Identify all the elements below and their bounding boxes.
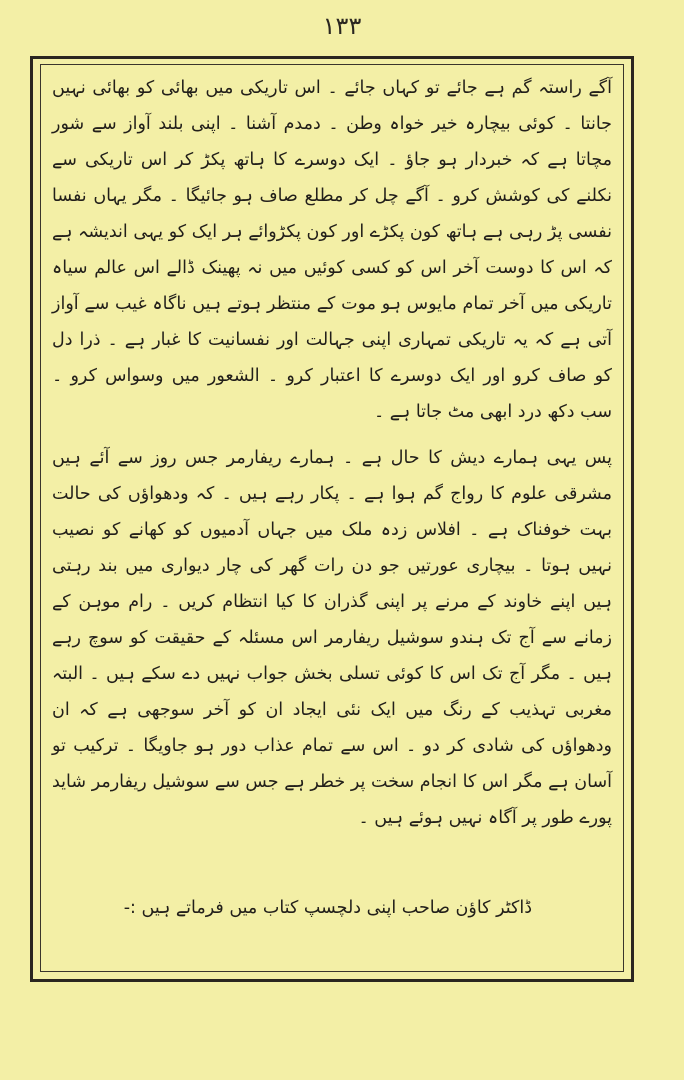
paragraph-1: آگے راستہ گم ہے جائے تو کہاں جائے ۔ اس تاریکی میں بھائی کو بھائی نہیں جانتا ۔ کوئی بیچارہ خیر خواہ وطن ۔ دمدم آشنا ۔ اپنی بلند آواز سے شور مچاتا ہے کہ خبردار ہو جاؤ ۔ ایک دوسرے کا ہاتھ پکڑ کر اس تاریکی سے نکلنے کی کوشش کرو ۔ آگے چل کر مطلع صاف ہو جائیگا ۔ مگر یہاں نفسا نفسی پڑ رہی ہے ہاتھ کون پکڑے اور کون پکڑوائے ہر ایک کو یہی اندیشہ ہے کہ اس کا دوست آخر اس کو کسی کوئیں میں نہ پھینک ڈالے اس عالم سیاہ تاریکی میں آخر تمام مایوس ہو موت کے منتظر ہوتے ہیں ناگاہ غیب سے آواز آتی ہے کہ یہ تاریکی تمہاری اپنی جہالت اور نفسانیت کا غبار ہے ۔ ذرا دل کو صاف کرو اور ایک دوسرے کا اعتبار کرو ۔ الشعور میں وسواس کرو ۔ سب دکھ درد ابھی مٹ جاتا ہے ۔ <box>52 78 612 422</box>
page-number: ۱۳۳ <box>322 12 362 40</box>
body-text <box>52 70 612 836</box>
paragraph-2: پس یہی ہمارے دیش کا حال ہے ۔ ہمارے ریفارمر جس روز سے آئے ہیں مشرقی علوم کا رواج گم ہوا ہے ۔ پکار رہے ہیں ۔ کہ ودھواؤں کی حالت بہت خوفناک ہے ۔ افلاس زدہ ملک میں جہاں آدمیوں کو کھانے کو نصیب نہیں ہوتا ۔ بیچاری عورتیں جو دن رات گھر کی چار دیواری میں بند رہتی ہیں اپنے خاوند کے مرنے پر اپنی گذران کا کیا انتظام کریں ۔ رام موہن کے زمانے سے آج تک ہندو سوشیل ریفارمر اس مسئلہ کے حقیقت کو سوچ رہے ہیں ۔ مگر آج تک اس کا کوئی تسلی بخش جواب نہیں دے سکے ہیں ۔ البتہ مغربی تہذیب کے رنگ میں ایک نئی ایجاد ان کو آخر سوجھی ہے کہ ان ودھواؤں کی شادی کر دو ۔ اس سے تمام عذاب دور ہو جاویگا ۔ ترکیب تو آسان ہے مگر اس کا انجام سخت پر خطر ہے جس سے سوشیل ریفارمر شاید پورے طور پر آگاہ نہیں ہوئے ہیں ۔ <box>52 448 612 828</box>
closing-line: ڈاکٹر کاؤن صاحب اپنی دلچسپ کتاب میں فرماتے ہیں :- <box>123 898 532 918</box>
